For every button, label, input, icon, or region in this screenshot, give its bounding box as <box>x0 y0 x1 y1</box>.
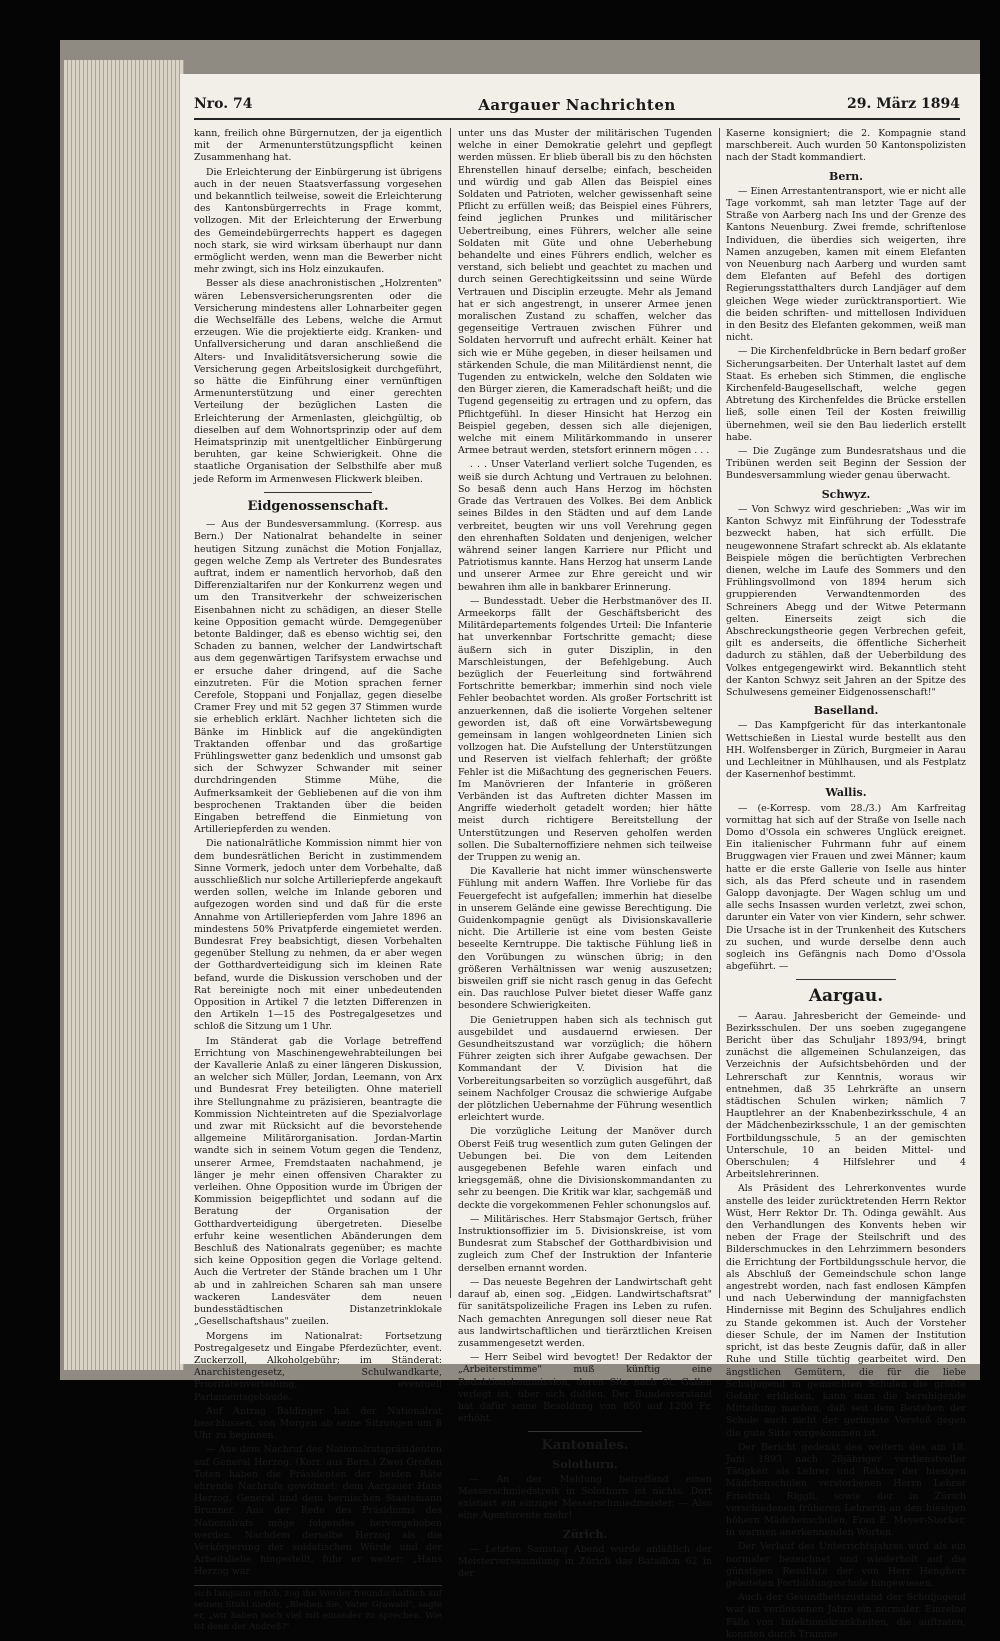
column-2 <box>458 128 712 1580</box>
paragraph: Die Kavallerie hat nicht immer wünschenswerte Fühlung mit andern Waffen. Ihre Vorliebe für das Feuergefecht ist aufgefallen; immerhin hat dieselbe in unserem Gelände eine gewisse Berechtigung. Die Guidenkompagnie genügt als Divisionskavallerie nicht. Die Artillerie ist eine vom besten Geiste beseelte Kerntruppe. Die taktische Fühlung ließ in den Vorübungen zu wünschen übrig; in den größeren Verhältnissen war wenig auszusetzen; bisweilen griff sie nicht rasch genug in das Gefecht ein. Das rauchlose Pulver bietet dieser Waffe ganz besondere Schwierigkeiten. <box>458 866 712 1012</box>
section-heading-aargau: Aargau. <box>808 986 884 1007</box>
paragraph: — Herr Seibel wird bevogtet! Der Redaktor der „Arbeiterstimme" muß künftig eine Redaktionskommission, deren Sitz nach St. Gallen verlegt ist, über sich dulden. Der Bundesvorstand hat dafür seine Besoldung von 850 auf 1200 Fr. erhöht. <box>458 1352 712 1425</box>
section-heading-eidgenossenschaft: Eidgenossenschaft. <box>247 498 389 514</box>
section-divider <box>264 492 372 493</box>
paragraph: Im Ständerat gab die Vorlage betreffend Errichtung von Maschinengewehrabteilungen bei der Kavallerie Anlaß zu einer längeren Diskussion, an welcher sich Müller, Jordan, Leemann, von Arx und Bundesrat Frey beteiligten. Ohne materiell ihre Stellungnahme zu präzisieren, beantragte die Kommission Nichteintreten auf die Spezialvorlage und zwar mit Rücksicht auf die bevorstehende allgemeine Militärorganisation. Jordan-Martin wandte sich in seinem Votum gegen die Tendenz, unserer Armee, Fremdstaaten nachahmend, je länger je mehr einen offensiven Charakter zu verleihen. Ohne Opposition wurde im Übrigen der Kommission beigepflichtet und sodann auf die Beratung der Organisation der Gotthardverteidigung übergetreten. Dieselbe erfuhr keine wesentlichen Abänderungen dem Beschluß des Nationalrats gegenüber; es machte sich keine Opposition gegen die Vorlage geltend. Auch die Vertreter der Stände brachen um 1 Uhr ab und in zahlreichen Scharen sah man unsere wackeren Landesväter dem neuen bundesstädtischen Distanzetrinklokale „Gesellschaftshaus" zueilen. <box>194 1035 442 1328</box>
column-3 <box>726 128 966 1640</box>
paragraph: — Militärisches. Herr Stabsmajor Gertsch, früher Instruktionsoffizier im 5. Divisionskreise, ist vom Bundesrat zum Stabschef der Gotthardbivision und zugleich zum Chef der Instruktion der Infanterie derselben ernannt worden. <box>458 1213 712 1274</box>
issue-date: 29. März 1894 <box>847 96 960 112</box>
paragraph: . . . Unser Vaterland verliert solche Tugenden, es weiß sie durch Achtung und Vertrauen zu belohnen. So besaß denn auch Hans Herzog im höchsten Grade das Vertrauen des Volkes. Bei dem Anblick seines Bildes in den Städten und auf dem Lande verbreitet, beugten wir uns voll Verehrung gegen den ehrenhaften Soldaten und denjenigen, welcher während seiner langen Karriere nur Pflicht und Patriotismus kannte. Hans Herzog hat unserm Lande und unserer Armee zur Ehre gereicht und wir bewahren ihm alle in bankbarer Erinnerung. <box>458 459 712 593</box>
paragraph: Kaserne konsigniert; die 2. Kompagnie stand marschbereit. Auch wurden 50 Kantonspolizisten nach der Stadt kommandiert. <box>726 128 966 164</box>
page-stack-edge <box>64 60 184 1370</box>
feuilleton-footnote: sich langsam erhob, zog ihn Werder freundschaftlich auf seinen Stuhl nieder, „Bleiben Sie, Vater Grawald", sagte er, „wir haben noch viel mit einander zu sprechen. Wie ist denn der Andreß?" <box>194 1585 442 1633</box>
paragraph: Auch der Gesundheitszustand der Schuljugend war im verflossenen Jahre ein normaler. Einzelne Fälle von Infektionskrankheiten, die auftraten, konnten durch Tramme <box>726 1592 966 1640</box>
paragraph: — Das Kampfgericht für das interkantonale Wettschießen in Liestal wurde bestellt aus den HH. Wolfensberger in Zürich, Burgmeier in Aarau und Lechleitner in Mühlhausen, und als Festplatz der Kasernenhof bestimmt. <box>726 720 966 781</box>
paragraph: Der Bericht gedenkt des weitern des am 18. Juni 1893 nach 28jähriger verdienstvoller Tätigkeit als Lehrer und Rektor der hiesigen Mädchenschulen verstorbenen Herrn Lehrer Friedrich Riggli, sowie der in Zürich verschiedenen früheren Lehrerin an den hiesigen höhern Mädchenschulen, Frau E. Meyer-Stocker, in warmen anerkennenden Worten. <box>726 1441 966 1539</box>
paragraph: — Letzten Samstag Abend wurde anläßlich der Meisterversammlung in Zürich das Bataillon 62 in der <box>458 1543 712 1580</box>
paragraph: — Einen Arrestantentransport, wie er nicht alle Tage vorkommt, sah man letzter Tage auf der Straße von Aarberg nach Ins und der Grenze des Kantons Neuenburg. Zwei fremde, schriftenlose Individuen, die überdies sich weigerten, ihre Namen anzugeben, kamen mit einem Elefanten von Neuenburg nach Aarberg und wurden samt dem Elefanten auf Befehl des dortigen Regierungsstatthalters durch Landjäger auf dem gleichen Wege wieder zurücktransportiert. Wie die beiden schriften- und mittellosen Individuen in den Besitz des Elefanten gekommen, weiß man nicht. <box>726 185 966 344</box>
column-rule-1 <box>450 128 451 1298</box>
paragraph: — Die Kirchenfeldbrücke in Bern bedarf großer Sicherungsarbeiten. Der Unterhalt lastet auf dem Staat. Es erheben sich Stimmen, die englische Kirchenfeld-Baugesellschaft, welche gegen Abtretung des Kirchenfeldes die Brücke erstellen ließ, solle einen Teil der Kosten freiwillig übernehmen, weil sie den Bau liederlich erstellt habe. <box>726 346 966 443</box>
paragraph: Als Präsident des Lehrerkonventes wurde anstelle des leider zurücktretenden Herrn Rektor Wüst, Herr Rektor Dr. Th. Odinga gewählt. Aus den Verhandlungen des Konvents heben wir neben der Frage der Steilschrift und des Bilderschmuckes in den Lehrzimmern besonders die Errichtung der Fortbildungsschule hervor, die als Abschluß der Gemeindschule schon lange angestrebt worden, nach fast endlosen Kämpfen und nach Ueberwindung der mannigfachsten Hindernisse mit Beginn des Schuljahres endlich zu Stande gekommen ist. Auch der Vorsteher dieser Schule, der im Namen der Institution spricht, ist das beste Zeugnis dafür, daß in aller Ruhe und Stille tüchtig gearbeitet wird. Den ängstlichen Gemütern, die für die liebe Schuljugend in gemischten Schulen die größte Gefahr erblicken, kann man die beruhigende Mitteilung machen, daß seit dem Bestehen der Schule auch nicht der geringste Verstoß gegen die gute Sitte vorgekommen ist. <box>726 1183 966 1439</box>
paragraph: Der Verlauf des Unterrichtsjahres wird als ein normaler bezeichnet und wiederholt auf die günstigen Resultate der von Herr Hengherr geleiteten Fortbildungsschule hingewiesen. <box>726 1541 966 1589</box>
paragraph: kann, freilich ohne Bürgernutzen, der ja eigentlich mit der Armenunterstützungspflicht keinen Zusammenhang hat. <box>194 128 442 164</box>
paragraph: unter uns das Muster der militärischen Tugenden welche in einer Demokratie gelehrt und gepflegt werden müssen. Er blieb überall bis zu den höchsten Ehrenstellen hinauf derselbe; einfach, bescheiden und würdig und gab Allen das Beispiel eines Soldaten und Patrioten, welcher gewissenhaft seine Pflicht zu erfüllen weiß; das Beispiel eines Führers, feind jeglichen Prunkes und militärischer Uebertreibung, eines Führers, welcher alle seine Soldaten mit Güte und ohne Ueberhebung behandelte und eines Führers endlich, welcher es verstand, sich beliebt und geachtet zu machen und durch seinen Gerechtigkeitssinn und seine Würde Vertrauen und Disciplin erzeugte. Mehr als Jemand hat er sich angestrengt, in unserer Armee jenen moralischen Zustand zu schaffen, welcher das gegenseitige Vertrauen zwischen Führer und Soldaten hervorruft und aufrecht erhält. Keiner hat sich wie er Mühe gegeben, in dieser heilsamen und stärkenden Schule, die man Militärdienst nennt, die Tugenden zu entwickeln, welche den Soldaten wie den Bürger zieren, die Kameradschaft heißt; und die Tugend gegenseitig zu ertragen und zu opfern, das Pflichtgefühl. In dieser Hinsicht hat Herzog ein Beispiel gegeben, dessen sich alle diejenigen, welche mit einem Militärkommando in unserer Armee betraut werden, stetsfort erinnern mögen . . . <box>458 128 712 457</box>
paragraph: — Aarau. Jahresbericht der Gemeinde- und Bezirksschulen. Der uns soeben zugegangene Bericht über das Schuljahr 1893/94, bringt zunächst die allgemeinen Schulanzeigen, das Verzeichnis der Aufsichtsbehörden und der Lehrerschaft zur Kenntnis, woraus wir entnehmen, daß 35 Lehrkräfte an unsern städtischen Schulen wirken; nämlich 7 Hauptlehrer an der Knabenbezirksschule, 4 an der Mädchenbezirksschule, 1 an der gemischten Fortbildungsschule, 5 an der gemischten Unterschule, 10 an beiden Mittel- und Oberschulen; 4 Hilfslehrer und 4 Arbeitslehrerinnen. <box>726 1010 966 1181</box>
paragraph: — Bundesstadt. Ueber die Herbstmanöver des II. Armeekorps fällt der Geschäftsbericht des Militärdepartements folgendes Urteil: Die Infanterie hat unverkennbar Fortschritte gemacht; diese äußern sich in guter Disziplin, in den Marschleistungen, der Befehlgebung. Auch bezüglich der Feuerleitung sind fortwährend Fortschritte bemerkbar; immerhin sind noch viele Fehler beobachtet worden. Als großer Fortschritt ist anzuerkennen, daß die isolierte Vorgehen seltener geworden ist, daß oft eine Vorwärtsbewegung gemeinsam in langen wohlgeordneten Linien sich vollzogen hat. Die Aufstellung der Unterstützungen und Reserven ist vielfach fehlerhaft; der größte Fehler ist die Mißachtung des gegnerischen Feuers. Im Manövrieren der Infanterie in größeren Verbänden ist das Auftreten dichter Massen im Angriffe wiederholt getadelt worden; hier hätte meist durch richtigere Bereitstellung der Unterstützungen und Reserven geholfen werden sollen. Die Subalternoffiziere nehmen sich teilweise der Truppen zu wenig an. <box>458 595 712 863</box>
paragraph: Die nationalrätliche Kommission nimmt hier von dem bundesrätlichen Bericht in zustimmendem Sinne Vormerk, jedoch unter dem Vorbehalte, daß ausschließlich nur solche Artilleriepferde angekauft werden sollen, welche im Inlande geboren und aufgezogen worden sind und daß für die erste Annahme von Artilleriepferden vom Jahre 1896 an mindestens 50% Privatpferde eingemietet werden. Bundesrat Frey beabsichtigt, diesen Vorbehalten gegenüber Stellung zu nehmen, da er aber wegen der Gotthardverteidigung sich im kleinen Rate befand, wurde die Diskussion verschoben und der Rat bereinigte noch mit einer unbedeutenden Opposition in Artikel 7 die letzten Differenzen in den Artikeln 1—15 des Postregalgesetzes und schloß die Sitzung um 1 Uhr. <box>194 838 442 1033</box>
paragraph: — Aus der Bundesversammlung. (Korresp. aus Bern.) Der Nationalrat behandelte in seiner heutigen Sitzung zunächst die Motion Fonjallaz, gegen welche Zemp als Vertreter des Bundesrates auftrat, indem er namentlich hervorhob, daß den Differenzialtarifen nur der Konkurrenz wegen und um den Transitverkehr der schweizerischen Eisenbahnen nicht zu schädigen, an dieser Stelle keine Opposition gemacht würde. Demgegenüber betonte Baldinger, daß es ebenso wichtig sei, den Schaden zu bannen, welcher der Landwirtschaft aus dem gegenwärtigen Tarifsystem erwachse und er ersuche daher dringend, auf die Sache einzutreten. Für die Motion sprachen ferner Cerefole, Stoppani und Fonjallaz, gegen dieselbe Cramer Frey und mit 52 gegen 37 Stimmen wurde sie erheblich erklärt. Nachher lichteten sich die Bänke im Hinblick auf die angekündigten Traktanden offenbar und das großartige Frühlingswetter ganz bedenklich und umsonst gab sich der Schwyzer Schwander mit seiner durchdringenden Stimme Mühe, die Aufmerksamkeit der Gebliebenen auf die von ihm besprochenen Traktanden über die beiden Eingaben betreffend die Einmietung von Artilleriepferden zu wenden. <box>194 519 442 836</box>
paragraph: Morgens im Nationalrat: Fortsetzung Postregalgesetz und Eingabe Pferdezüchter, event. Zuckerzoll, Alkoholgebühr; im Ständerat: Anarchistengesetz, Schulwandkarte, Prioritätenverteilung, eventuell Parlamentsgebäude. <box>194 1330 442 1403</box>
paragraph: Die vorzügliche Leitung der Manöver durch Oberst Feiß trug wesentlich zum guten Gelingen der Uebungen bei. Die von dem Leitenden ausgegebenen Befehle waren einfach und kriegsgemäß, ohne die Divisionskommandanten zu sehr zu beengen. Die Kritik war klar, sachgemäß und deckte die vorgekommenen Fehler schonungslos auf. <box>458 1126 712 1211</box>
paragraph: — Die Zugänge zum Bundesratshaus und die Tribünen werden seit Beginn der Session der Bundesversammlung wieder genau überwacht. <box>726 446 966 482</box>
subheading-bern: Bern. <box>829 169 863 183</box>
paragraph: — (e-Korresp. vom 28./3.) Am Karfreitag vormittag hat sich auf der Straße von Iselle nach Domo d'Ossola ein schweres Unglück ereignet. Ein italienischer Fuhrmann fuhr auf einem Bruggwagen vier Frauen und zwei Männer; kaum hatte er die erste Gallerie von Iselle aus hinter sich, als das Pferd scheute und in rasendem Galopp davonjagte. Der Wagen schlug um und alle sechs Insassen wurden verletzt, zwei schon, darunter ein Vater von vier Kindern, sehr schwer. Die Ursache ist in der Trunkenheit des Kutschers zu suchen, und wurde derselbe denn auch sogleich ins Gefängnis nach Domo d'Ossola abgeführt. — <box>726 802 966 973</box>
issue-number: Nro. 74 <box>194 96 253 112</box>
section-heading-kantonales: Kantonales. <box>541 1438 629 1454</box>
subheading-wallis: Wallis. <box>825 786 867 800</box>
section-divider <box>796 979 896 980</box>
paragraph: — Aus dem Nachruf des Nationalratspräsidenten auf General Herzog. (Korr. aus Bern.) Zwei Großen Toten haben die Präsidenten der beiden Räte ehrende Nachrufe gewidmet: dem Aargauer Hans Herzog, General und dem bernischen Staatsmann Brunner. Aus der Rede des Präsidiums des Nationalrats möge folgendes hervorgehoben werden. Nachdem derselbe Herzog als die Verkörperung der soldatischen Würde und der Arbeitsliebe hingestellt, fuhr er weiter: „Hans Herzog war <box>194 1444 442 1578</box>
paragraph: — Von Schwyz wird geschrieben: „Was wir im Kanton Schwyz mit Einführung der Todesstrafe bezweckt haben, hat sich erfüllt. Die neugewonnene Strafart schreckt ab. Als eklatante Beispiele mögen die berüchtigten Verbrechen dienen, welche im Laufe des Sommers und den Frühlingsvollmond von 1894 herum sich gruppierenden Verwandtenmorden des Schreiners Abegg und der Witwe Petermann gelten. Einerseits zeigt sich die Abschreckungstheorie gegen Verbrechen gefeit, gilt es anderseits, die öffentliche Sicherheit dadurch zu stählen, daß der Ueberbildung des Volkes entgegengewirkt wird. Bekanntlich steht der Kanton Schwyz seit Jahren an der Spitze des Schulwesens gemeiner Eidgenossenschaft!" <box>726 503 966 698</box>
subheading-baselland: Baselland. <box>813 704 879 718</box>
paragraph: — Das neueste Begehren der Landwirtschaft geht darauf ab, einen sog. „Eidgen. Landwirtschaftsrat" für sanitätspolizeiliche Fragen ins Leben zu rufen. Nach gemachten Anregungen soll dieser neue Rat aus landwirtschaftlichen und tierärztlichen Kreisen zusammengesetzt werden. <box>458 1276 712 1349</box>
section-divider <box>528 1431 642 1432</box>
paragraph: Besser als diese anachronistischen „Holzrenten" wären Lebensversicherungsrenten oder die Versicherung mindestens aller Lohnarbeiter gegen die Wechselfälle des Lebens, welche die Armut erzeugen. Wie die projektierte eidg. Kranken- und Unfallversicherung und daran anschließend die Alters- und Invaliditätsversicherung sowie die Versicherung gegen Arbeitslosigkeit durchgeführt, so hätte die Einführung einer vernünftigen Armenunterstützung und einer gerechten Verteilung der bezüglichen Lasten die Erleichterung der Armenlasten, gleichgültig, ob dieselben auf dem Wohnortsprinzip oder auf dem Heimatsprinzip mit unentgeltlicher Einbürgerung beruhten, gar keine Schwierigkeit. Ohne die staatliche Organisation der Selbsthilfe aber muß jede Reform im Armenwesen Flickwerk bleiben. <box>194 278 442 485</box>
newspaper-title: Aargauer Nachrichten <box>478 96 676 114</box>
masthead <box>194 96 960 120</box>
newspaper-page <box>180 74 980 1640</box>
paragraph: Auf Antrag Baldinger hat der Nationalrat beschlossen, von Morgen ab seine Sitzungen um 8 Uhr zu beginnen. <box>194 1405 442 1442</box>
subheading-schwyz: Schwyz. <box>821 487 871 501</box>
subheading-solothurn: Solothurn. <box>552 1457 618 1471</box>
subheading-zuerich: Zürich. <box>562 1527 608 1541</box>
paragraph: Die Genietruppen haben sich als technisch gut ausgebildet und ausdauernd erwiesen. Der Gesundheitszustand war vorzüglich; die höhern Führer zeigten sich ihrer Aufgabe gewachsen. Der Kommandant der V. Division hat die Vorbereitungsarbeiten so vorzüglich ausgeführt, daß seinem Nachfolger Crousaz die schwierige Aufgabe der plötzlichen Uebernahme der Führung wesentlich erleichtert wurde. <box>458 1014 712 1124</box>
paragraph: — An der Meldung betreffend einen Messerschmiedstreik in Solothurn ist nichts. Dort existiert ein einziger Messerschmiedmeister. — Also eine Agenturente mehr! <box>458 1473 712 1522</box>
paragraph: Die Erleichterung der Einbürgerung ist übrigens auch in der neuen Staatsverfassung vorgesehen und bekanntlich teilweise, soweit die Erleichterung des Kantonsbürgerrechts in Frage kommt, vollzogen. Mit der Erleichterung der Erwerbung des Gemeindebürgerrechts happert es dagegen noch stark, sie wird wirksam überhaupt nur dann ermöglicht werden, wenn man die Bewerber nicht mehr zwingt, sich ins Holz einzukaufen. <box>194 166 442 276</box>
column-rule-2 <box>719 128 720 1298</box>
column-1 <box>194 128 442 1632</box>
